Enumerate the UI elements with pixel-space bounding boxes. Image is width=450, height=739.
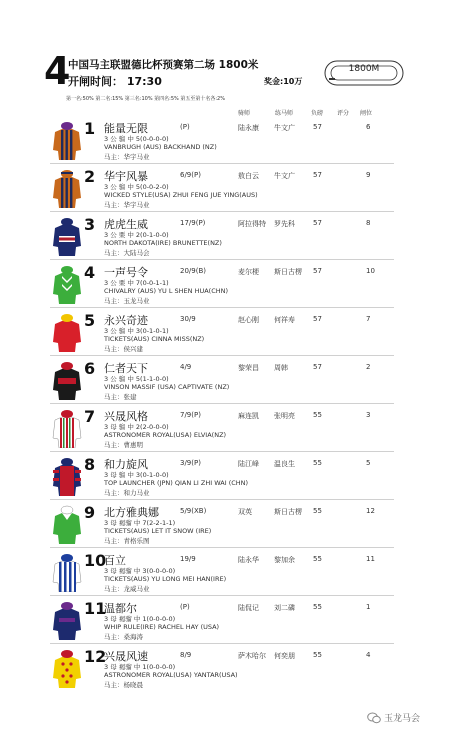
jockey-silk-icon — [50, 600, 84, 640]
horse-meta: 3 母 褐骝 中 7(2-2-1-1) — [104, 519, 176, 527]
gate: 6 — [366, 123, 371, 131]
gate: 12 — [366, 507, 375, 515]
weight: 55 — [313, 603, 322, 611]
horse-odds-tag: 19/9 — [180, 555, 196, 563]
gate: 5 — [366, 459, 371, 467]
trainer-name: 斯日古楞 — [274, 508, 302, 516]
horse-odds-tag: 7/9(P) — [180, 411, 201, 419]
saddle-number: 1 — [84, 119, 96, 138]
pedigree: CHIVALRY (AUS) YU L SHEN HUA(CHN) — [104, 287, 229, 295]
owner: 马主：华宇马业 — [104, 201, 150, 209]
horse-odds-tag: 6/9(P) — [180, 171, 201, 179]
runner-row[interactable] — [50, 550, 394, 596]
horse-odds-tag: 20/9(B) — [180, 267, 206, 275]
horse-odds-tag: 4/9 — [180, 363, 192, 371]
runner-row[interactable] — [50, 502, 394, 548]
col-weight: 负磅 — [311, 110, 324, 117]
race-title: 中国马主联盟德比杯预赛第二场 1800米 — [68, 59, 259, 71]
row-divider — [50, 595, 394, 596]
horse-meta: 3 公 骝 中 5(1-1-0-0) — [104, 375, 169, 383]
jockey-silk-icon — [50, 120, 84, 160]
gate: 1 — [366, 603, 371, 611]
saddle-number: 6 — [84, 359, 96, 378]
row-divider — [50, 355, 394, 356]
horse-meta: 3 公 骝 中 5(0-0-2-0) — [104, 183, 169, 191]
runner-row[interactable] — [50, 406, 394, 452]
pedigree: VANBRUGH (AUS) BACKHAND (NZ) — [104, 143, 217, 151]
runner-row[interactable] — [50, 454, 394, 500]
row-divider — [50, 499, 394, 500]
jockey-silk-icon — [50, 360, 84, 400]
horse-meta: 3 母 褐骝 中 3(0-0-0-0) — [104, 567, 176, 575]
weight: 55 — [313, 459, 322, 467]
gate: 11 — [366, 555, 375, 563]
owner: 马主：青格乐图 — [104, 537, 150, 545]
trainer-name: 黎加余 — [274, 556, 295, 564]
trainer-name: 温良生 — [274, 460, 295, 468]
horse-name: 永兴奇迹 — [104, 314, 148, 327]
pedigree: WHIP RULE(IRE) RACHEL HAY (USA) — [104, 623, 220, 631]
jockey-name: 陆永康 — [238, 124, 259, 132]
owner: 马主：张建 — [104, 393, 137, 401]
owner: 马主：和力马业 — [104, 489, 150, 497]
row-divider — [50, 259, 394, 260]
pedigree: TICKETS(AUS) CINNA MISS(NZ) — [104, 335, 205, 343]
runner-row[interactable] — [50, 166, 394, 212]
weight: 57 — [313, 171, 322, 179]
jockey-silk-icon — [50, 456, 84, 496]
saddle-number: 7 — [84, 407, 96, 426]
horse-meta: 3 公 骝 中 5(0-0-0-0) — [104, 135, 169, 143]
pedigree: VINSON MASSIF (USA) CAPTIVATE (NZ) — [104, 383, 230, 391]
owner: 马主：杨晓晨 — [104, 681, 143, 689]
col-rating: 评分 — [337, 110, 350, 117]
trainer-name: 张明亮 — [274, 412, 295, 420]
row-divider — [50, 403, 394, 404]
saddle-number: 8 — [84, 455, 96, 474]
saddle-number: 11 — [84, 599, 107, 618]
weight: 57 — [313, 267, 322, 275]
saddle-number: 2 — [84, 167, 96, 186]
gate: 4 — [366, 651, 371, 659]
jockey-name: 陆永华 — [238, 556, 259, 564]
runner-row[interactable] — [50, 358, 394, 404]
jockey-silk-icon — [50, 264, 84, 304]
horse-meta: 3 公 栗 中 2(0-1-0-0) — [104, 231, 169, 239]
runner-row[interactable] — [50, 598, 394, 644]
trainer-name: 斯日古楞 — [274, 268, 302, 276]
weight: 57 — [313, 219, 322, 227]
horse-name: 兴晟风格 — [104, 410, 148, 423]
runner-row[interactable] — [50, 214, 394, 260]
horse-odds-tag: 3/9(P) — [180, 459, 201, 467]
runner-row[interactable] — [50, 262, 394, 308]
pedigree: WICKED STYLE(USA) ZHUI FENG JUE YING(AUS) — [104, 191, 258, 199]
jockey-name: 麻连凯 — [238, 412, 259, 420]
jockey-name: 敖白云 — [238, 172, 259, 180]
saddle-number: 9 — [84, 503, 96, 522]
horse-name: 一声号令 — [104, 266, 148, 279]
watermark-text: 玉龙马会 — [384, 714, 421, 724]
owner: 马主：大陆马会 — [104, 249, 150, 257]
horse-name: 百立 — [104, 554, 126, 567]
saddle-number: 5 — [84, 311, 96, 330]
payout-rules: 第一名:50% 第二名:15% 第三名:10% 第四名:5% 第五至第十名各:2% — [66, 96, 225, 102]
weight: 55 — [313, 411, 322, 419]
col-jockey: 骑师 — [238, 110, 251, 117]
horse-name: 仁者天下 — [104, 362, 148, 375]
col-gate: 闸位 — [360, 110, 373, 117]
weight: 57 — [313, 123, 322, 131]
horse-meta: 3 母 褐骝 中 1(0-0-0-0) — [104, 663, 176, 671]
horse-meta: 3 公 骝 中 3(0-1-0-1) — [104, 327, 169, 335]
gate: 3 — [366, 411, 371, 419]
horse-meta: 3 母 褐骝 中 1(0-0-0-0) — [104, 615, 176, 623]
saddle-number: 4 — [84, 263, 96, 282]
jockey-name: 陆江峰 — [238, 460, 259, 468]
jockey-name: 黎荣昌 — [238, 364, 259, 372]
pedigree: ASTRONOMER ROYAL(USA) YANTAR(USA) — [104, 671, 238, 679]
gate: 10 — [366, 267, 375, 275]
owner: 马主：曹惠明 — [104, 441, 143, 449]
horse-name: 能量无限 — [104, 122, 148, 135]
trainer-name: 何祥寿 — [274, 316, 295, 324]
owner: 马主：华宇马业 — [104, 153, 150, 161]
weight: 57 — [313, 363, 322, 371]
horse-meta: 3 母 骝 中 2(2-0-0-0) — [104, 423, 169, 431]
track-distance: 1800M — [348, 64, 380, 74]
horse-name: 兴晟风速 — [104, 650, 148, 663]
owner: 马主：桑海涛 — [104, 633, 143, 641]
jockey-silk-icon — [50, 312, 84, 352]
trainer-name: 牛文广 — [274, 172, 295, 180]
jockey-name: 麦尔梗 — [238, 268, 259, 276]
saddle-number: 10 — [84, 551, 107, 570]
gate: 7 — [366, 315, 371, 323]
horse-odds-tag: (P) — [180, 123, 190, 131]
row-divider — [50, 163, 394, 164]
horse-odds-tag: 8/9 — [180, 651, 192, 659]
row-divider — [50, 547, 394, 548]
row-divider — [50, 643, 394, 644]
owner: 马主：侯兴建 — [104, 345, 143, 353]
trainer-name: 刘二磷 — [274, 604, 295, 612]
weight: 55 — [313, 507, 322, 515]
saddle-number: 12 — [84, 647, 107, 666]
trainer-name: 何奕朋 — [274, 652, 295, 660]
owner: 马主：玉龙马业 — [104, 297, 150, 305]
trainer-name: 牛文广 — [274, 124, 295, 132]
jockey-name: 陆侃记 — [238, 604, 259, 612]
gate: 2 — [366, 363, 371, 371]
horse-odds-tag: 30/9 — [180, 315, 196, 323]
pedigree: NORTH DAKOTA(IRE) BRUNETTE(NZ) — [104, 239, 222, 247]
pedigree: TICKETS(AUS) LET IT SNOW (IRE) — [104, 527, 212, 535]
pedigree: ASTRONOMER ROYAL(USA) ELVIA(NZ) — [104, 431, 227, 439]
gate: 9 — [366, 171, 371, 179]
horse-odds-tag: 5/9(XB) — [180, 507, 207, 515]
jockey-silk-icon — [50, 216, 84, 256]
row-divider — [50, 211, 394, 212]
trainer-name: 罗先科 — [274, 220, 295, 228]
jockey-name: 萨木哈尔 — [238, 652, 266, 660]
pedigree: TICKETS(AUS) YU LONG MEI HAN(IRE) — [104, 575, 227, 583]
horse-odds-tag: (P) — [180, 603, 190, 611]
horse-odds-tag: 17/9(P) — [180, 219, 206, 227]
jockey-silk-icon — [50, 648, 84, 688]
horse-name: 虎虎生威 — [104, 218, 148, 231]
row-divider — [50, 307, 394, 308]
jockey-silk-icon — [50, 504, 84, 544]
horse-name: 和力旋风 — [104, 458, 148, 471]
jockey-silk-icon — [50, 408, 84, 448]
weight: 57 — [313, 315, 322, 323]
pedigree: TOP LAUNCHER (JPN) QIAN LI ZHI WAI (CHN) — [104, 479, 249, 487]
horse-name: 北方雅典娜 — [104, 506, 159, 519]
wechat-icon — [367, 711, 381, 725]
saddle-number: 3 — [84, 215, 96, 234]
jockey-silk-icon — [50, 552, 84, 592]
trainer-name: 周韩 — [274, 364, 288, 372]
horse-name: 华宇风暴 — [104, 170, 148, 183]
jockey-name: 阿拉得特 — [238, 220, 266, 228]
start-time: 开闸时间： 17:30 — [68, 75, 162, 88]
runner-row[interactable] — [50, 646, 394, 692]
weight: 55 — [313, 555, 322, 563]
prize-money: 奖金:10万 — [264, 77, 303, 86]
jockey-silk-icon — [50, 168, 84, 208]
race-number: 4 — [44, 49, 71, 93]
jockey-name: 赵心刚 — [238, 316, 259, 324]
jockey-name: 双英 — [238, 508, 252, 516]
runner-row[interactable] — [50, 310, 394, 356]
gate: 8 — [366, 219, 371, 227]
row-divider — [50, 451, 394, 452]
weight: 55 — [313, 651, 322, 659]
horse-meta: 3 公 栗 中 7(0-0-1-1) — [104, 279, 169, 287]
owner: 马主：龙威马业 — [104, 585, 150, 593]
col-trainer: 练马师 — [275, 110, 294, 117]
horse-meta: 3 母 骝 中 3(0-1-0-0) — [104, 471, 169, 479]
runner-row[interactable] — [50, 118, 394, 164]
horse-name: 温都尔 — [104, 602, 137, 615]
